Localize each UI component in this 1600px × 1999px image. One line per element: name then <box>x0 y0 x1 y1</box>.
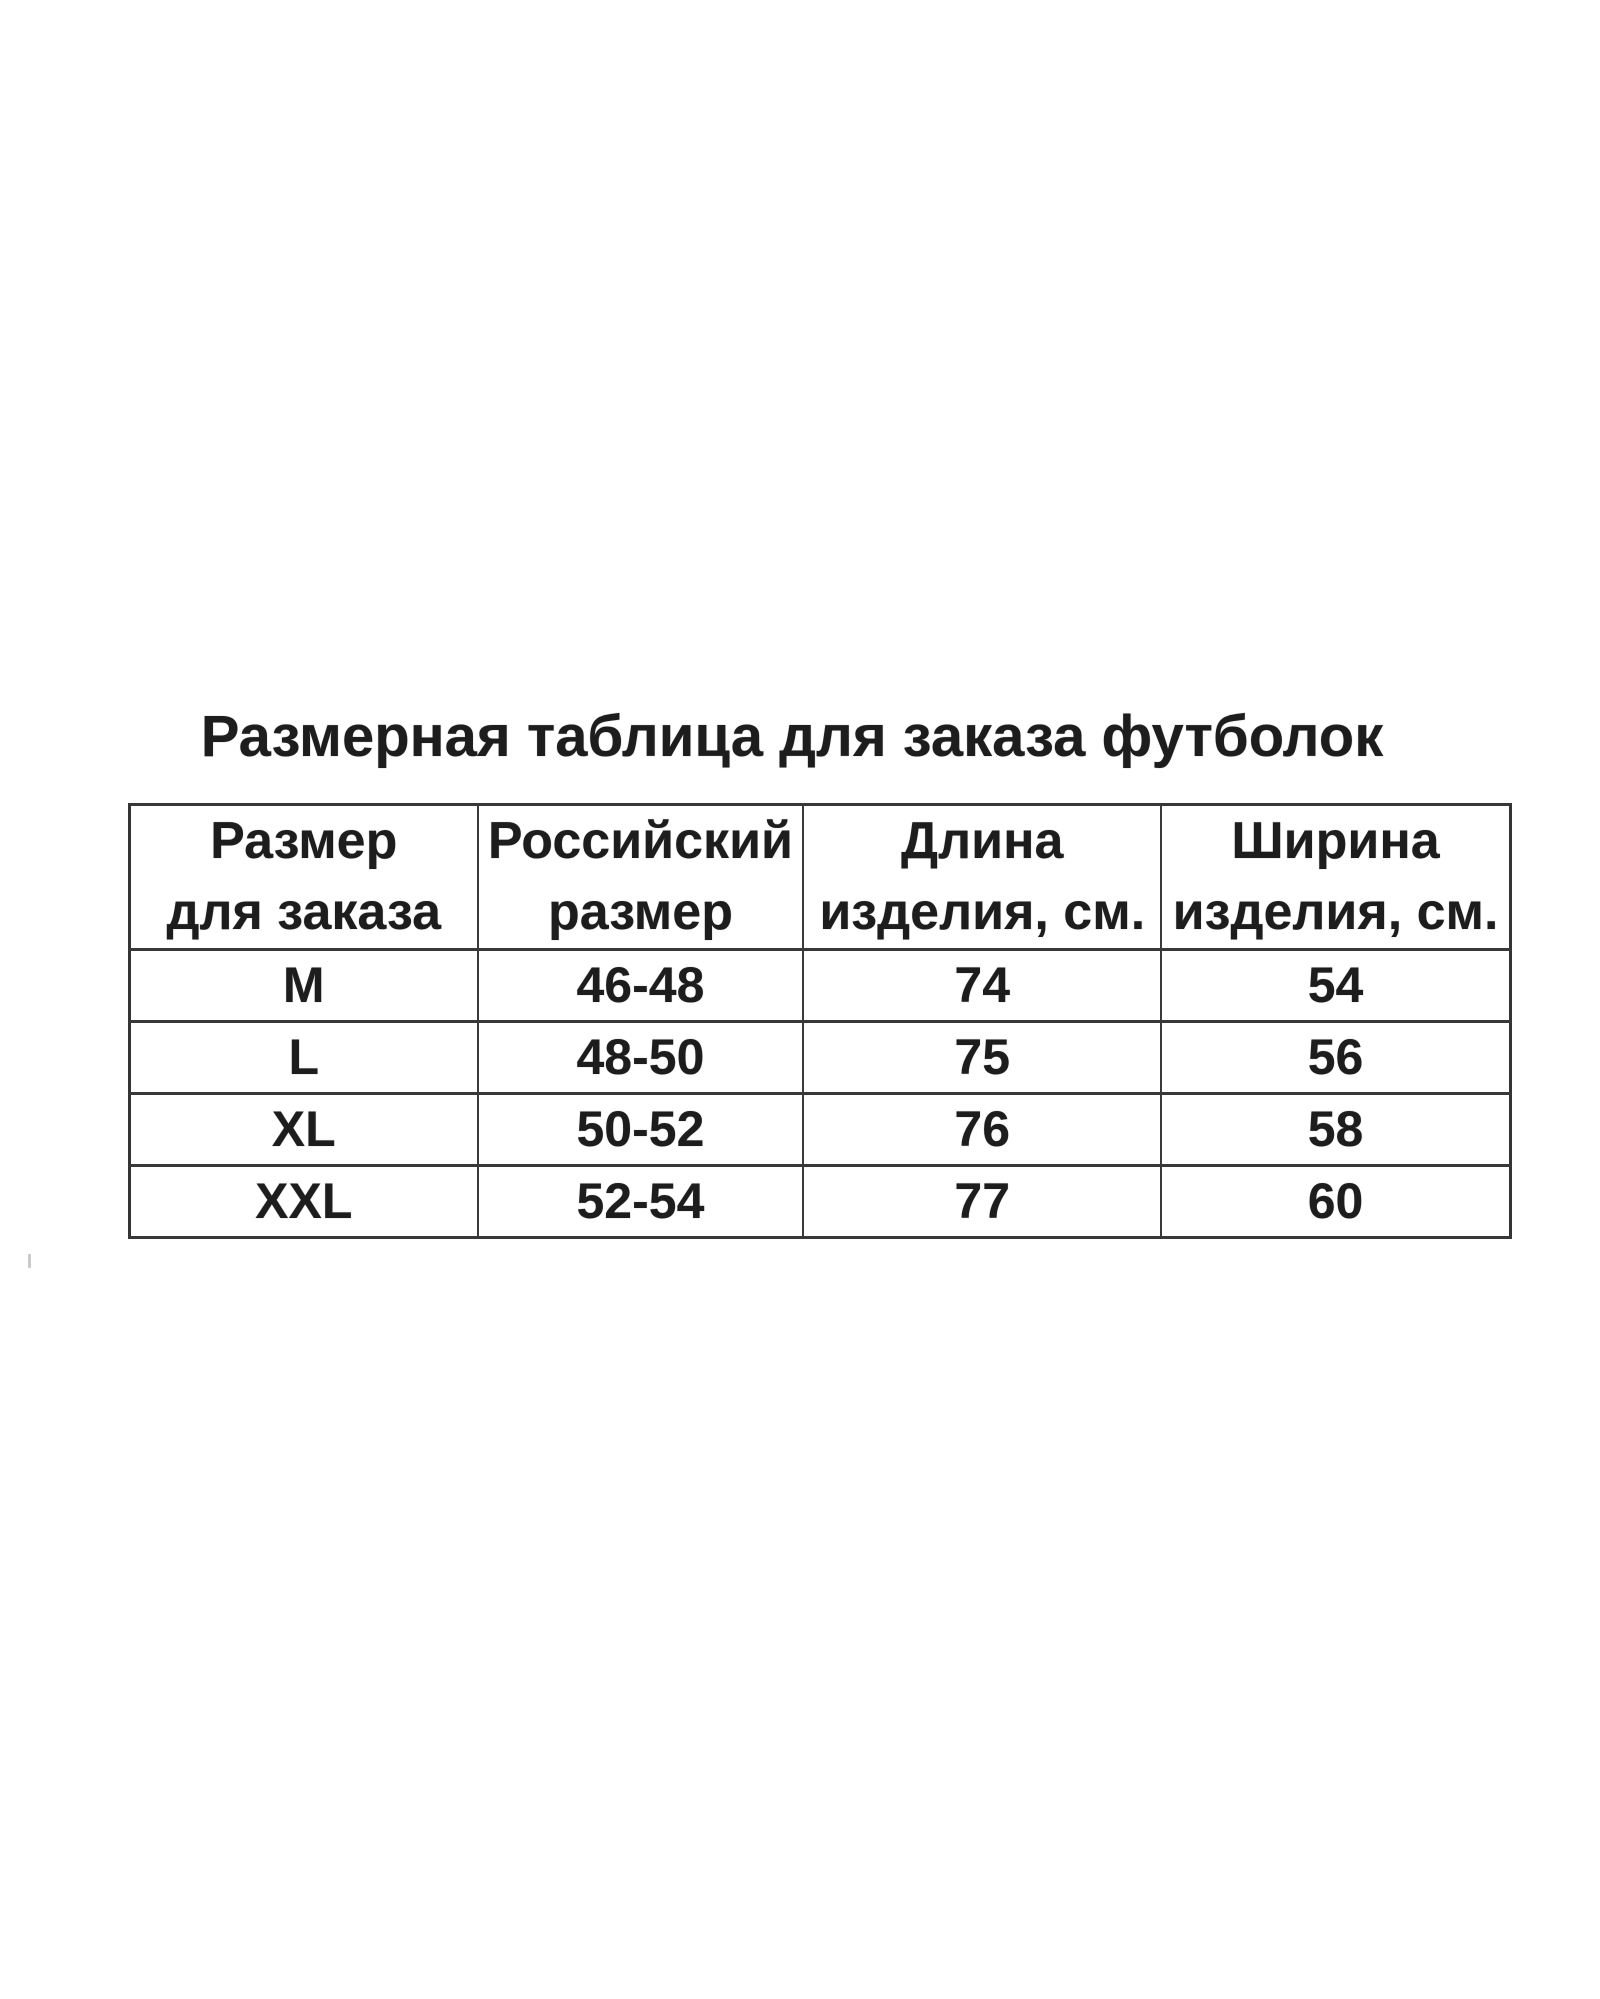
cell-russian-size: 46-48 <box>478 950 804 1022</box>
table-row-xxl <box>130 1166 1511 1238</box>
cell-width-cm: 60 <box>1161 1166 1510 1238</box>
document-title: Размерная таблица для заказа футболок <box>200 704 1384 769</box>
header-row <box>130 805 1511 950</box>
cell-order-size: XL <box>130 1094 478 1166</box>
cell-length-cm: 75 <box>803 1022 1161 1094</box>
cell-width-cm: 58 <box>1161 1094 1510 1166</box>
column-header-length <box>803 805 1161 950</box>
header-label-line: изделия, см. <box>1172 883 1499 941</box>
header-label-line: Российский <box>487 812 794 870</box>
cell-russian-size: 52-54 <box>478 1166 804 1238</box>
header-label-line: Ширина <box>1231 812 1440 870</box>
header-label-line: Длина <box>901 812 1064 870</box>
scan-artifact <box>28 1254 31 1268</box>
column-header-russian-size <box>478 805 804 950</box>
cell-width-cm: 56 <box>1161 1022 1510 1094</box>
size-table <box>128 803 1512 1239</box>
cell-russian-size: 48-50 <box>478 1022 804 1094</box>
cell-length-cm: 74 <box>803 950 1161 1022</box>
table-row-l <box>130 1022 1511 1094</box>
header-label-line: для заказа <box>166 883 442 941</box>
cell-order-size: M <box>130 950 478 1022</box>
cell-order-size: L <box>130 1022 478 1094</box>
cell-length-cm: 77 <box>803 1166 1161 1238</box>
header-label-line: размер <box>547 883 733 941</box>
cell-width-cm: 54 <box>1161 950 1510 1022</box>
table-row-m <box>130 950 1511 1022</box>
table-row-xl <box>130 1094 1511 1166</box>
column-header-order-size <box>130 805 478 950</box>
cell-russian-size: 50-52 <box>478 1094 804 1166</box>
cell-order-size: XXL <box>130 1166 478 1238</box>
cell-length-cm: 76 <box>803 1094 1161 1166</box>
header-label-line: изделия, см. <box>819 883 1146 941</box>
header-label-line: Размер <box>210 812 398 870</box>
column-header-width <box>1161 805 1510 950</box>
